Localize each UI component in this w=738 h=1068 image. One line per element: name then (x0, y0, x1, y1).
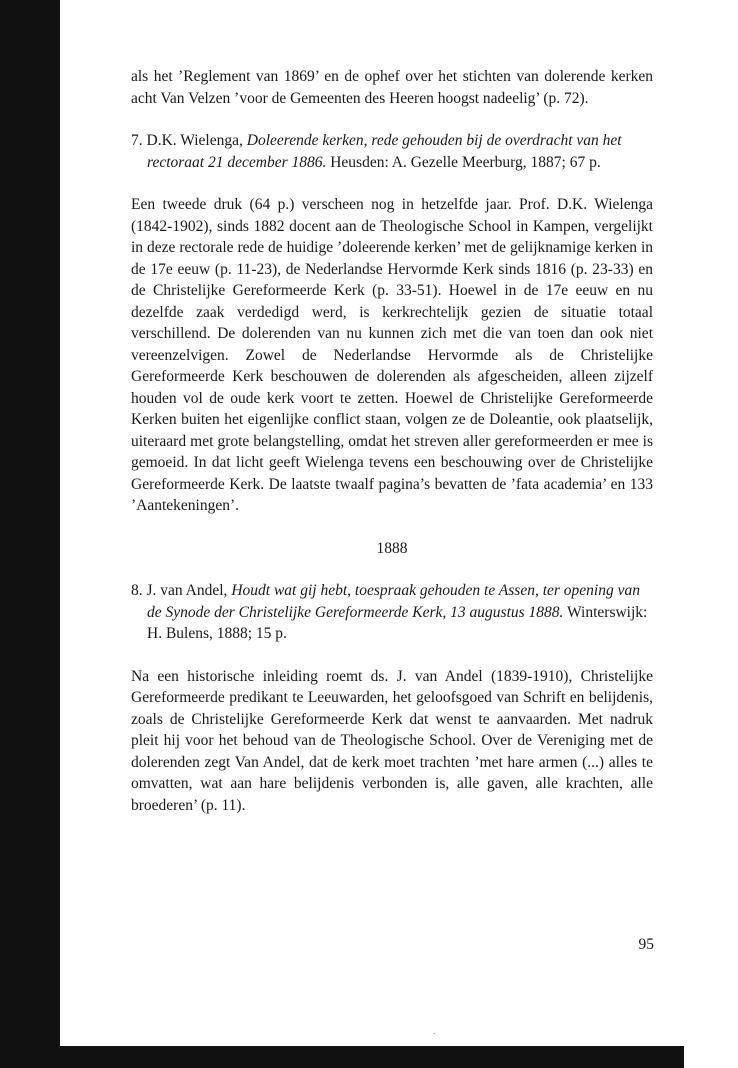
entry-author: D.K. Wielenga, (146, 132, 243, 149)
scan-bottom-border (0, 1046, 684, 1068)
bibliography-entry-8 (131, 580, 653, 645)
scan-speck (433, 1033, 435, 1034)
entry-author: J. van Andel, (146, 582, 228, 599)
entry-number: 8. (131, 582, 143, 599)
year-heading: 1888 (376, 539, 408, 557)
entry-number: 7. (131, 132, 143, 149)
entry-title: Houdt wat gij hebt, toespraak gehouden te Assen, ter opening van de Synode der Christelijke Gereformeerde Kerk, 13 augustus 1888. (147, 582, 640, 621)
paragraph-wielenga: Een tweede druk (64 p.) verscheen nog in hetzelfde jaar. Prof. D.K. Wielenga (1842-1902), sinds 1882 docent aan de Theologische School in Kampen, vergelijkt in deze rectorale rede de huidige ’doleerende kerken’ met de gelijknamige kerken in de 17e eeuw (p. 11-23), de Nederlandse Hervormde Kerk sinds 1816 (p. 23-33) en de Christelijke Gereformeerde Kerk (p. 33-51). Hoewel in de 17e eeuw en nu dezelfde zaak verdedigd werd, is kerkrechtelijk gezien de situatie totaal verschillend. De dolerenden van nu kunnen zich met die van toen dan ook niet vereenzelvigen. Zowel de Nederlandse Hervormde als de Christelijke Gereformeerde Kerk beschouwen de dolerenden als afgescheiden, alleen zijzelf houden vol de oude kerk voort te zetten. Hoewel de Christelijke Gereformeerde Kerken buiten het eigenlijke conflict staan, volgen ze de Doleantie, ook plaatselijk, uiteraard met grote belangstelling, omdat het streven aller gereformeerden er mee is gemoeid. In dat licht geeft Wielenga tevens een beschouwing over de Christelijke Gereformeerde Kerk. De laatste twaalf pagina’s bevatten de ’fata academia’ en 133 ’Aantekeningen’. (131, 196, 653, 514)
entry-title: Doleerende kerken, rede gehouden bij de overdracht van het rectoraat 21 december 1886. (147, 132, 622, 171)
paragraph-continuation: als het ’Reglement van 1869’ en de ophef over het stichten van dolerende kerken acht Van Velzen ’voor de Gemeenten des Heeren hoogst nadeelig’ (p. 72). (131, 68, 653, 107)
bibliography-entry-7 (131, 130, 653, 173)
entry-publication: Winterswijk: H. Bulens, 1888; 15 p. (147, 603, 648, 642)
paragraph-van-andel: Na een historische inleiding roemt ds. J. van Andel (1839-1910), Christelijke Gereformeerde predikant te Leeuwarden, het geloofsgoed van Schrift en belijdenis, zoals de Christelijke Gereformeerde Kerk dat wenst te aanvaarden. Met nadruk pleit hij voor het behoud van de Theologische School. Over de Vereniging met de dolerenden zegt Van Andel, dat de kerk moet trachten ’met hare armen (...) alles te omvatten, wat aan hare belijdenis verbonden is, alle gaven, alle krachten, alle broederen’ (p. 11). (131, 667, 653, 814)
entry-publication: Heusden: A. Gezelle Meerburg, 1887; 67 p. (330, 153, 601, 171)
page-body (131, 66, 653, 816)
scan-left-border (0, 0, 60, 1068)
page-number: 95 (638, 936, 654, 953)
